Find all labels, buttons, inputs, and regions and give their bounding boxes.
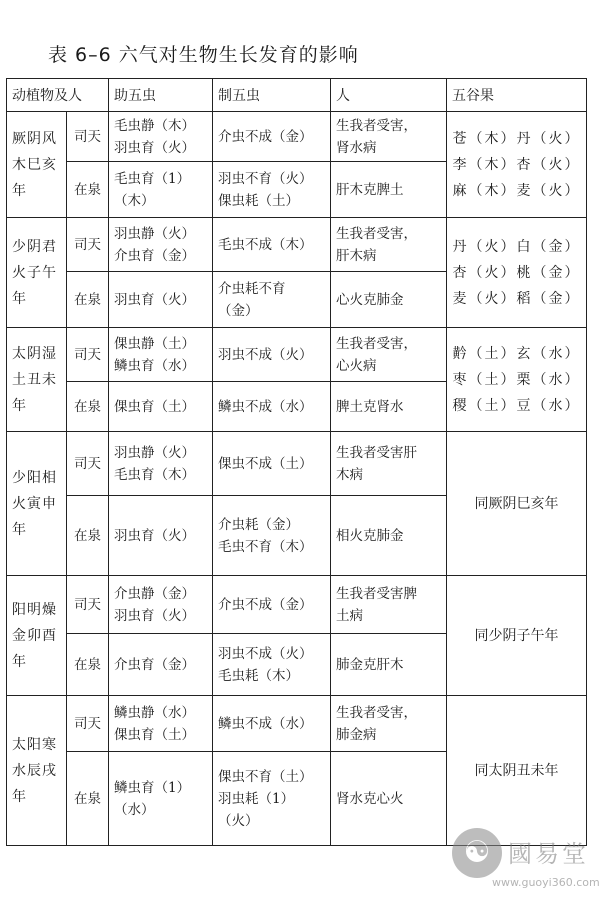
help-insects-cell: 羽虫育（火） <box>109 272 213 328</box>
restrain-insects-cell: 介虫耗不育 （金） <box>213 272 331 328</box>
position-cell: 在泉 <box>67 496 109 576</box>
help-insects-cell: 介虫静（金） 羽虫育（火） <box>109 576 213 634</box>
restrain-insects-cell: 羽虫不成（火） 毛虫耗（木） <box>213 634 331 696</box>
year-cell: 太阴湿土丑未年 <box>7 328 67 432</box>
year-cell: 厥阴风木巳亥年 <box>7 112 67 218</box>
human-cell: 生我者受害脾 土病 <box>331 576 447 634</box>
restrain-insects-cell: 介虫不成（金） <box>213 112 331 162</box>
table-row <box>7 112 587 162</box>
six-qi-table <box>6 78 587 846</box>
help-insects-cell: 鳞虫静（水） 倮虫育（土） <box>109 696 213 752</box>
grains-cell: 苍（木）丹（火） 李（木）杏（火） 麻（木）麦（火） <box>447 112 587 218</box>
position-cell: 在泉 <box>67 382 109 432</box>
restrain-insects-cell: 倮虫不育（土） 羽虫耗（1） （火） <box>213 752 331 846</box>
header-cell: 动植物及人 <box>7 79 109 112</box>
grains-cell: 同少阴子午年 <box>447 576 587 696</box>
human-cell: 肾水克心火 <box>331 752 447 846</box>
help-insects-cell: 介虫育（金） <box>109 634 213 696</box>
table-row <box>7 576 587 634</box>
restrain-insects-cell: 鳞虫不成（水） <box>213 696 331 752</box>
table-row <box>7 696 587 752</box>
human-cell: 生我者受害， 心火病 <box>331 328 447 382</box>
help-insects-cell: 毛虫育（1） （木） <box>109 162 213 218</box>
header-cell: 五谷果 <box>447 79 587 112</box>
year-cell: 少阳相火寅申年 <box>7 432 67 576</box>
human-cell: 生我者受害肝 木病 <box>331 432 447 496</box>
human-cell: 肝木克脾土 <box>331 162 447 218</box>
table-row <box>7 328 587 382</box>
help-insects-cell: 羽虫育（火） <box>109 496 213 576</box>
help-insects-cell: 羽虫静（火） 毛虫育（木） <box>109 432 213 496</box>
position-cell: 在泉 <box>67 272 109 328</box>
restrain-insects-cell: 鳞虫不成（水） <box>213 382 331 432</box>
year-cell: 太阳寒水辰戌年 <box>7 696 67 846</box>
header-cell: 助五虫 <box>109 79 213 112</box>
header-row <box>7 79 587 112</box>
watermark <box>452 828 600 889</box>
watermark-name: 國易堂 <box>508 840 589 868</box>
position-cell: 司天 <box>67 432 109 496</box>
help-insects-cell: 羽虫静（火） 介虫育（金） <box>109 218 213 272</box>
grains-cell: 同太阴丑未年 <box>447 696 587 846</box>
position-cell: 司天 <box>67 218 109 272</box>
header-cell: 人 <box>331 79 447 112</box>
year-cell: 少阴君火子午年 <box>7 218 67 328</box>
grains-cell: 丹（火）白（金） 杏（火）桃（金） 麦（火）稻（金） <box>447 218 587 328</box>
help-insects-cell: 毛虫静（木） 羽虫育（火） <box>109 112 213 162</box>
year-cell: 阳明燥金卯酉年 <box>7 576 67 696</box>
grains-cell: 同厥阴巳亥年 <box>447 432 587 576</box>
yin-yang-logo-icon: ☯ <box>452 828 502 878</box>
header-cell: 制五虫 <box>213 79 331 112</box>
human-cell: 脾土克肾水 <box>331 382 447 432</box>
human-cell: 生我者受害， 肺金病 <box>331 696 447 752</box>
restrain-insects-cell: 倮虫不成（土） <box>213 432 331 496</box>
watermark-url: www.guoyi360.com <box>492 876 600 889</box>
help-insects-cell: 鳞虫育（1） （水） <box>109 752 213 846</box>
position-cell: 在泉 <box>67 752 109 846</box>
help-insects-cell: 倮虫静（土） 鳞虫育（水） <box>109 328 213 382</box>
position-cell: 在泉 <box>67 162 109 218</box>
table-row <box>7 218 587 272</box>
human-cell: 相火克肺金 <box>331 496 447 576</box>
restrain-insects-cell: 毛虫不成（木） <box>213 218 331 272</box>
restrain-insects-cell: 羽虫不成（火） <box>213 328 331 382</box>
table-title: 表 6–6 六气对生物生长发育的影响 <box>48 44 359 66</box>
human-cell: 生我者受害， 肝木病 <box>331 218 447 272</box>
restrain-insects-cell: 介虫耗（金） 毛虫不育（木） <box>213 496 331 576</box>
grains-cell: 黅（土）玄（水） 枣（土）栗（水） 稷（土）豆（水） <box>447 328 587 432</box>
help-insects-cell: 倮虫育（土） <box>109 382 213 432</box>
position-cell: 在泉 <box>67 634 109 696</box>
human-cell: 生我者受害， 肾水病 <box>331 112 447 162</box>
restrain-insects-cell: 羽虫不育（火） 倮虫耗（土） <box>213 162 331 218</box>
position-cell: 司天 <box>67 576 109 634</box>
table-row <box>7 432 587 496</box>
position-cell: 司天 <box>67 696 109 752</box>
human-cell: 肺金克肝木 <box>331 634 447 696</box>
restrain-insects-cell: 介虫不成（金） <box>213 576 331 634</box>
human-cell: 心火克肺金 <box>331 272 447 328</box>
position-cell: 司天 <box>67 112 109 162</box>
position-cell: 司天 <box>67 328 109 382</box>
